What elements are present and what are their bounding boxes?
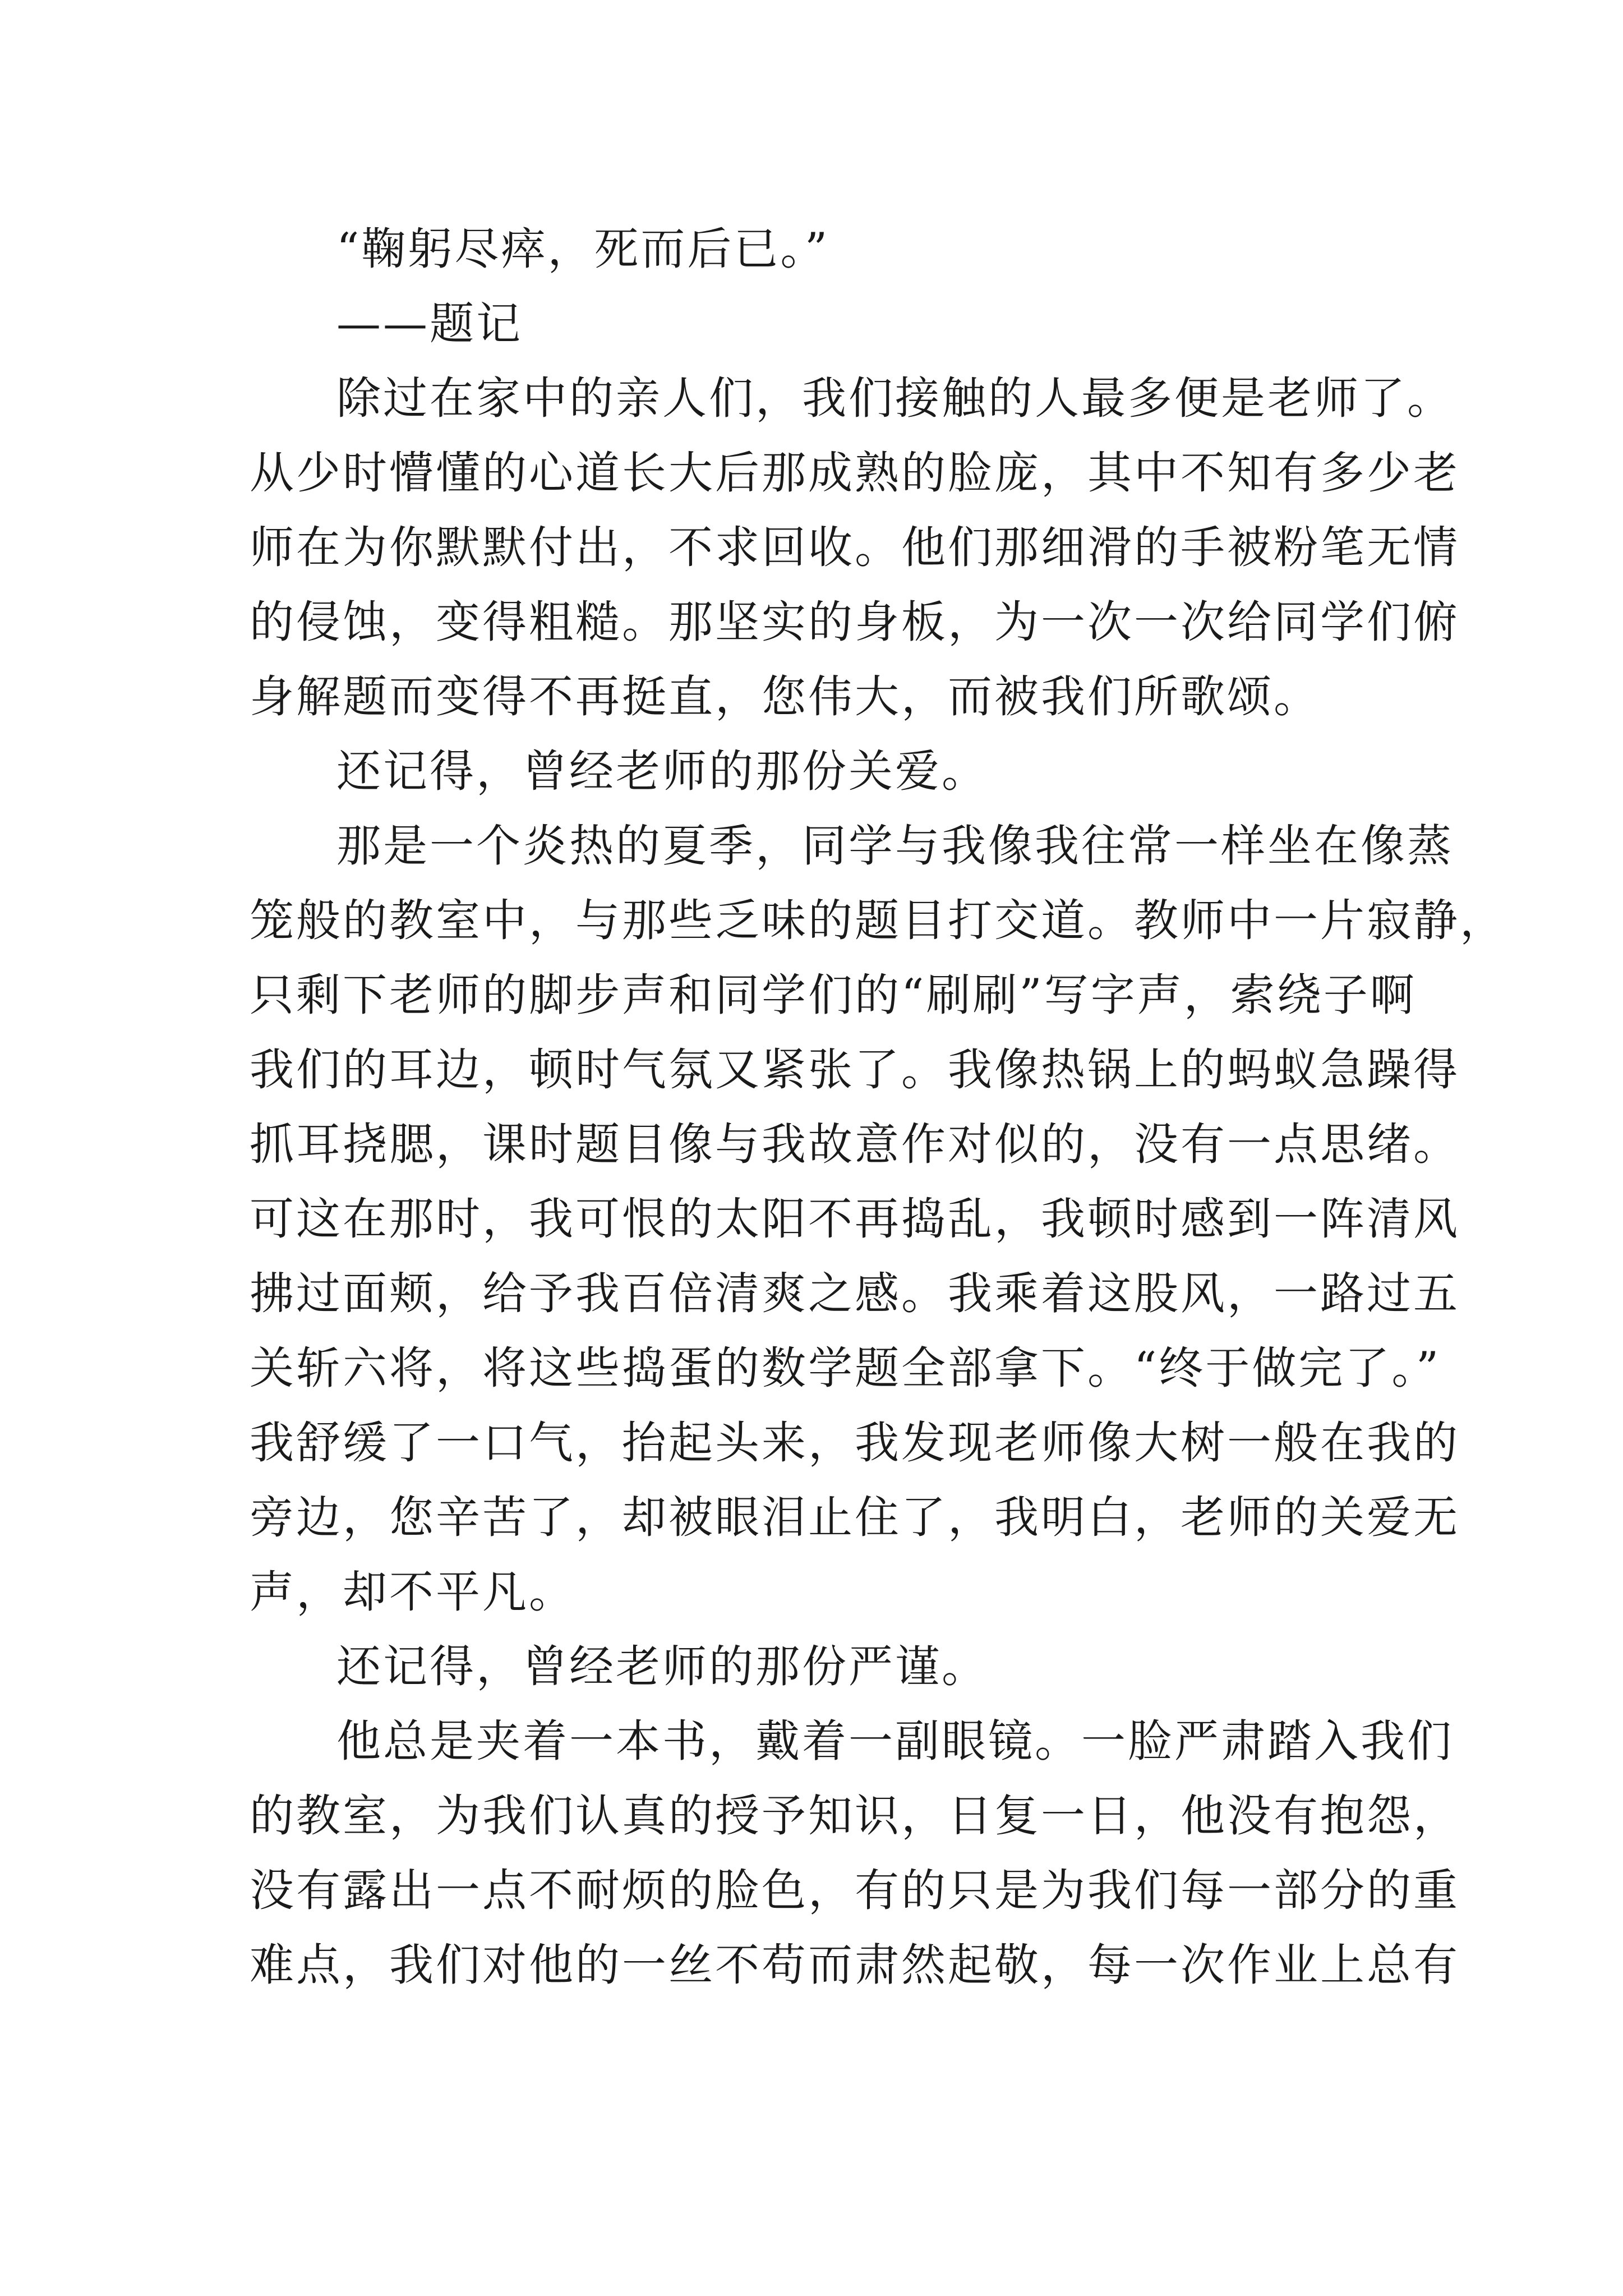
section-heading-care: 还记得，曾经老师的那份关爱。 [336, 746, 988, 797]
text-line: 声，却不平凡。 [250, 1566, 575, 1618]
text-line: 我们的耳边，顿时气氛又紧张了。我像热锅上的蚂蚁急躁得 [250, 1044, 1460, 1096]
text-line: 我舒缓了一口气，抬起头来，我发现老师像大树一般在我的 [250, 1417, 1460, 1469]
text-line: 抓耳挠腮，课时题目像与我故意作对似的，没有一点思绪。 [250, 1119, 1460, 1170]
text-line: 除过在家中的亲人们，我们接触的人最多便是老师了。 [336, 372, 1454, 424]
epigraph-quote: “鞠躬尽瘁，死而后已。” [336, 223, 830, 275]
text-line: 身解题而变得不再挺直，您伟大，而被我们所歌颂。 [250, 671, 1320, 723]
text-line: 师在为你默默付出，不求回收。他们那细滑的手被粉笔无情 [250, 522, 1460, 573]
text-line: 只剩下老师的脚步声和同学们的“刷刷”写字声，索绕子啊 [250, 969, 1417, 1021]
text-line: 的教室，为我们认真的授予知识，日复一日，他没有抱怨， [250, 1790, 1460, 1842]
text-line: 那是一个炎热的夏季，同学与我像我往常一样坐在像蒸 [336, 820, 1454, 872]
essay-body [250, 212, 1506, 2003]
section-heading-rigor: 还记得，曾经老师的那份严谨。 [336, 1641, 988, 1692]
text-line: 关斩六将，将这些捣蛋的数学题全部拿下。“终于做完了。” [250, 1342, 1441, 1394]
text-line: 可这在那时，我可恨的太阳不再捣乱，我顿时感到一阵清风 [250, 1193, 1460, 1245]
text-line: 的侵蚀，变得粗糙。那坚实的身板，为一次一次给同学们俯 [250, 596, 1460, 648]
text-line: 从少时懵懂的心道长大后那成熟的脸庞，其中不知有多少老 [250, 447, 1460, 499]
text-line: 他总是夹着一本书，戴着一副眼镜。一脸严肃踏入我们 [336, 1715, 1454, 1767]
text-line: 没有露出一点不耐烦的脸色，有的只是为我们每一部分的重 [250, 1865, 1460, 1916]
text-line: 难点，我们对他的一丝不苟而肃然起敬，每一次作业上总有 [250, 1939, 1460, 1991]
text-line: 笼般的教室中，与那些乏味的题目打交道。教师中一片寂静， [250, 895, 1506, 946]
epigraph-attribution: ——题记 [336, 298, 523, 349]
text-line: 旁边，您辛苦了，却被眼泪止住了，我明白，老师的关爱无 [250, 1492, 1460, 1543]
text-line: 拂过面颊，给予我百倍清爽之感。我乘着这股风，一路过五 [250, 1268, 1460, 1319]
